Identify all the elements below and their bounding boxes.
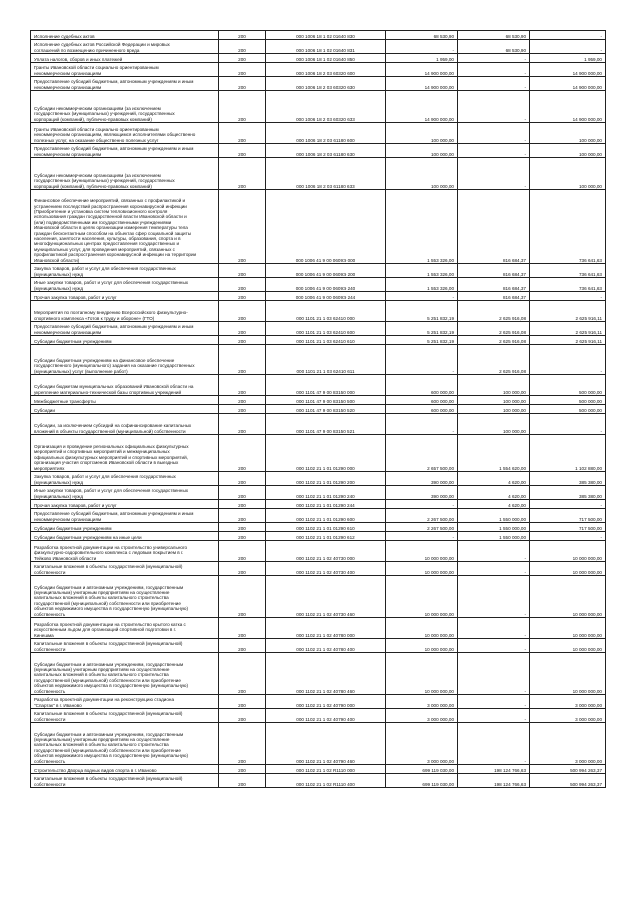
row-name-cell: Субсидии бюджетным и автономным учреждениям, государственным (муниципальным) унитарным предприятиям на осуществление капитальных вложений в объекты капитального строительства государственной (муниципальной) собственности или приобретение объектов недвижимого имущества в государственную (муниципальную) собственность <box>31 576 219 618</box>
row-line-code-cell: 200 <box>219 618 266 639</box>
row-executed-cell: - <box>458 91 530 123</box>
row-line-code-cell: 200 <box>219 63 266 77</box>
row-name-cell: Предоставление субсидий бюджетным, автономным учреждениям и иным некоммерческим организациям <box>31 144 219 158</box>
row-unexecuted-cell: 1 959,00 <box>530 54 606 63</box>
row-executed-cell: - <box>458 144 530 158</box>
row-line-code-cell: 200 <box>219 472 266 486</box>
row-budget-code-cell: 000 1102 21 1 01 01290 612 <box>266 532 386 541</box>
row-line-code-cell: 200 <box>219 532 266 541</box>
row-name-cell: Гранты Ивановской области социально ориентированным некоммерческим организациям, являющимся исполнителями общественно полезных услуг, на оказание общественно полезных услуг <box>31 123 219 144</box>
row-budget-code-cell: 000 1102 21 1 01 01290 610 <box>266 523 386 532</box>
row-approved-cell: 699 119 030,00 <box>386 774 458 788</box>
row-name-cell: Капитальные вложения в объекты государственной (муниципальной) собственности <box>31 709 219 723</box>
row-budget-code-cell: 000 1102 21 1 02 40730 000 <box>266 541 386 562</box>
row-budget-code-cell: 000 1102 21 1 02 40730 400 <box>266 562 386 576</box>
row-line-code-cell: 200 <box>219 301 266 322</box>
row-line-code-cell: 200 <box>219 541 266 562</box>
row-budget-code-cell: 000 1101 21 1 03 62410 611 <box>266 345 386 375</box>
row-name-cell: Закупка товаров, работ и услуг для обеспечения государственных (муниципальных) нужд <box>31 264 219 278</box>
row-name-cell: Закупка товаров, работ и услуг для обеспечения государственных (муниципальных) нужд <box>31 472 219 486</box>
table-row <box>31 375 606 396</box>
row-unexecuted-cell: - <box>530 345 606 375</box>
row-line-code-cell: 200 <box>219 774 266 788</box>
row-line-code-cell: 200 <box>219 723 266 765</box>
row-approved-cell: 390 000,00 <box>386 472 458 486</box>
row-budget-code-cell: 000 1102 21 1 01 01290 244 <box>266 500 386 509</box>
row-name-cell: Уплата налогов, сборов и иных платежей <box>31 54 219 63</box>
row-unexecuted-cell: - <box>530 31 606 40</box>
row-executed-cell: - <box>458 541 530 562</box>
row-line-code-cell: 200 <box>219 709 266 723</box>
row-executed-cell: 4 620,00 <box>458 472 530 486</box>
row-line-code-cell: 200 <box>219 765 266 774</box>
table-row <box>31 709 606 723</box>
row-line-code-cell: 200 <box>219 292 266 301</box>
row-name-cell: Субсидии бюджетным учреждениям на финансовое обеспечение государственного (муниципального) задания на оказание государственных (муниципальных) услуг (выполнение работ) <box>31 345 219 375</box>
row-approved-cell: 600 000,00 <box>386 396 458 405</box>
row-executed-cell: - <box>458 709 530 723</box>
row-name-cell: Финансовое обеспечение мероприятий, связанных с профилактикой и устранением последствий распространения коронавирусной инфекции (Приобретение и установка систем тепловизионного контроля использования граждан государственной власти Ивановской области и (или) подведомственными им государственными учреждениями Ивановской области в целях организации измерения температуры тела граждан бесконтактным способом на объектах сфер социальной защиты населения, занятости населения, культуры, образования, спорта и в многофункциональных центрах предоставления государственных и муниципальных услуг, для проведения мероприятий, связанных с профилактикой распространения коронавирусной инфекции на территории Ивановской области) <box>31 190 219 264</box>
row-line-code-cell: 200 <box>219 31 266 40</box>
row-line-code-cell: 200 <box>219 123 266 144</box>
row-approved-cell: 1 959,00 <box>386 54 458 63</box>
row-name-cell: Субсидии <box>31 405 219 414</box>
row-line-code-cell: 200 <box>219 77 266 91</box>
row-line-code-cell: 200 <box>219 91 266 123</box>
row-name-cell: Субсидии бюджетам муниципальных образований Ивановской области на укрепление материально-технической базы спортивных учреждений <box>31 375 219 396</box>
row-executed-cell: 68 530,90 <box>458 40 530 54</box>
row-approved-cell: 1 553 326,00 <box>386 190 458 264</box>
row-executed-cell: - <box>458 77 530 91</box>
row-line-code-cell: 200 <box>219 486 266 500</box>
row-line-code-cell: 200 <box>219 576 266 618</box>
row-name-cell: Гранты Ивановской области социально ориентированным некоммерческим организациям <box>31 63 219 77</box>
row-executed-cell: 1 550 000,00 <box>458 532 530 541</box>
row-executed-cell: - <box>458 653 530 695</box>
row-executed-cell: 68 530,90 <box>458 31 530 40</box>
row-unexecuted-cell: 500 000,00 <box>530 375 606 396</box>
row-name-cell: Капитальные вложения в объекты государственной (муниципальной) собственности <box>31 562 219 576</box>
row-line-code-cell: 200 <box>219 509 266 523</box>
row-approved-cell: 2 267 500,00 <box>386 509 458 523</box>
table-row <box>31 77 606 91</box>
row-budget-code-cell: 000 1101 47 9 00 83150 000 <box>266 375 386 396</box>
row-executed-cell: 100 000,00 <box>458 396 530 405</box>
row-budget-code-cell: 000 1006 18 2 03 60320 633 <box>266 91 386 123</box>
row-budget-code-cell: 000 1102 21 1 02 40780 460 <box>266 653 386 695</box>
row-line-code-cell: 200 <box>219 562 266 576</box>
row-budget-code-cell: 000 1102 21 1 01 01290 240 <box>266 486 386 500</box>
row-name-cell: Предоставление субсидий бюджетным, автономным учреждениям и иным некоммерческим организациям <box>31 322 219 336</box>
row-unexecuted-cell: 3 000 000,00 <box>530 709 606 723</box>
row-name-cell: Субсидии бюджетным учреждениям <box>31 336 219 345</box>
row-line-code-cell: 200 <box>219 345 266 375</box>
row-approved-cell: - <box>386 500 458 509</box>
row-approved-cell: 10 000 000,00 <box>386 541 458 562</box>
row-budget-code-cell: 000 1102 21 1 01 01290 200 <box>266 472 386 486</box>
row-approved-cell: 14 900 000,00 <box>386 77 458 91</box>
row-budget-code-cell: 000 1006 41 9 00 0609Э 244 <box>266 292 386 301</box>
row-budget-code-cell: 000 1101 21 1 03 62410 600 <box>266 322 386 336</box>
row-executed-cell: 1 550 000,00 <box>458 509 530 523</box>
table-row <box>31 144 606 158</box>
row-budget-code-cell: 000 1006 18 2 03 61180 633 <box>266 158 386 190</box>
row-budget-code-cell: 000 1101 21 1 03 62410 610 <box>266 336 386 345</box>
row-name-cell: Субсидии бюджетным учреждениям на иные цели <box>31 532 219 541</box>
row-line-code-cell: 200 <box>219 396 266 405</box>
row-executed-cell: - <box>458 723 530 765</box>
row-budget-code-cell: 000 1101 47 9 00 83150 500 <box>266 396 386 405</box>
row-line-code-cell: 200 <box>219 435 266 472</box>
row-executed-cell: 816 684,37 <box>458 190 530 264</box>
row-approved-cell: 10 000 000,00 <box>386 618 458 639</box>
row-line-code-cell: 200 <box>219 336 266 345</box>
row-approved-cell: 10 000 000,00 <box>386 576 458 618</box>
row-budget-code-cell: 000 1006 18 1 02 01640 831 <box>266 40 386 54</box>
row-name-cell: Мероприятия по поэтапному внедрению Всероссийского физкультурно- спортивного комплекса «Готов к труду и обороне» (ГТО) <box>31 301 219 322</box>
table-row <box>31 40 606 54</box>
row-executed-cell: - <box>458 618 530 639</box>
table-row <box>31 54 606 63</box>
row-line-code-cell: 200 <box>219 278 266 292</box>
row-approved-cell: 600 000,00 <box>386 375 458 396</box>
row-budget-code-cell: 000 1102 21 1 02 40790 400 <box>266 709 386 723</box>
row-name-cell: Разработка проектной документации на строительство крытого катка с искусственным льдом для организаций спортивной подготовки в г. Кинешма <box>31 618 219 639</box>
row-unexecuted-cell: 500 000,00 <box>530 396 606 405</box>
row-executed-cell: 816 684,37 <box>458 264 530 278</box>
row-approved-cell: 2 657 500,00 <box>386 435 458 472</box>
row-approved-cell: 1 553 326,00 <box>386 278 458 292</box>
row-name-cell: Строительство Дворца водных видов спорта в г. Иваново <box>31 765 219 774</box>
row-executed-cell: 1 550 000,00 <box>458 523 530 532</box>
row-name-cell: Межбюджетные трансферты <box>31 396 219 405</box>
row-budget-code-cell: 000 1006 41 9 00 0609Э 240 <box>266 278 386 292</box>
table-row <box>31 190 606 264</box>
row-line-code-cell: 200 <box>219 322 266 336</box>
row-executed-cell: - <box>458 576 530 618</box>
row-unexecuted-cell: 2 625 916,11 <box>530 336 606 345</box>
row-budget-code-cell: 000 1006 18 2 03 60320 630 <box>266 77 386 91</box>
table-row <box>31 63 606 77</box>
row-unexecuted-cell: 385 380,00 <box>530 486 606 500</box>
row-line-code-cell: 200 <box>219 144 266 158</box>
row-approved-cell: 2 267 500,00 <box>386 523 458 532</box>
row-name-cell: Исполнение судебных актов Российской Федерации и мировых соглашений по возмещению причиненного вреда <box>31 40 219 54</box>
row-unexecuted-cell: 10 000 000,00 <box>530 562 606 576</box>
budget-execution-table <box>30 30 606 788</box>
row-approved-cell: - <box>386 345 458 375</box>
row-unexecuted-cell: 14 900 000,00 <box>530 91 606 123</box>
row-executed-cell: 816 684,37 <box>458 278 530 292</box>
row-unexecuted-cell: 10 000 000,00 <box>530 653 606 695</box>
row-approved-cell: 5 251 832,19 <box>386 301 458 322</box>
row-line-code-cell: 200 <box>219 500 266 509</box>
row-approved-cell: 390 000,00 <box>386 486 458 500</box>
table-row <box>31 695 606 709</box>
table-row <box>31 264 606 278</box>
row-executed-cell: 4 620,00 <box>458 500 530 509</box>
row-executed-cell: 2 625 916,08 <box>458 336 530 345</box>
table-row <box>31 472 606 486</box>
row-unexecuted-cell: 500 000,00 <box>530 405 606 414</box>
row-name-cell: Субсидии некоммерческим организациям (за исключением государственных (муниципальных) учреждений, государственных корпораций (компаний), публично-правовых компаний) <box>31 158 219 190</box>
table-row <box>31 532 606 541</box>
row-executed-cell: 2 625 916,08 <box>458 345 530 375</box>
row-unexecuted-cell: 10 000 000,00 <box>530 618 606 639</box>
row-unexecuted-cell: 100 000,00 <box>530 158 606 190</box>
row-approved-cell: 10 000 000,00 <box>386 653 458 695</box>
row-name-cell: Предоставление субсидий бюджетным, автономным учреждениям и иным некоммерческим организациям <box>31 77 219 91</box>
table-row <box>31 541 606 562</box>
row-unexecuted-cell: - <box>530 40 606 54</box>
row-approved-cell: 10 000 000,00 <box>386 639 458 653</box>
table-row <box>31 723 606 765</box>
row-name-cell: Субсидии бюджетным учреждениям <box>31 523 219 532</box>
table-row <box>31 123 606 144</box>
table-row <box>31 509 606 523</box>
table-row <box>31 500 606 509</box>
row-approved-cell: 600 000,00 <box>386 405 458 414</box>
row-unexecuted-cell: 500 994 263,37 <box>530 774 606 788</box>
row-unexecuted-cell: 2 625 916,11 <box>530 322 606 336</box>
row-budget-code-cell: 000 1006 18 2 03 61180 630 <box>266 144 386 158</box>
row-budget-code-cell: 000 1006 18 2 03 60320 600 <box>266 63 386 77</box>
row-name-cell: Предоставление субсидий бюджетным, автономным учреждениям и иным некоммерческим организациям <box>31 509 219 523</box>
row-unexecuted-cell: 10 000 000,00 <box>530 576 606 618</box>
row-approved-cell: 1 553 326,00 <box>386 264 458 278</box>
row-budget-code-cell: 000 1102 21 1 02 R1110 400 <box>266 774 386 788</box>
table-row <box>31 336 606 345</box>
row-unexecuted-cell: - <box>530 532 606 541</box>
row-executed-cell: - <box>458 63 530 77</box>
table-row <box>31 576 606 618</box>
row-executed-cell: 100 000,00 <box>458 405 530 414</box>
row-name-cell: Субсидии некоммерческим организациям (за исключением государственных (муниципальных) учреждений, государственных корпораций (компаний), публично-правовых компаний) <box>31 91 219 123</box>
row-name-cell: Иные закупки товаров, работ и услуг для обеспечения государственных (муниципальных) нужд <box>31 278 219 292</box>
row-budget-code-cell: 000 1102 21 1 01 01290 600 <box>266 509 386 523</box>
row-budget-code-cell: 000 1006 41 9 00 0609Э 200 <box>266 264 386 278</box>
table-row <box>31 653 606 695</box>
table-row <box>31 486 606 500</box>
row-executed-cell: 1 554 620,00 <box>458 435 530 472</box>
row-approved-cell: 699 119 030,00 <box>386 765 458 774</box>
table-row <box>31 345 606 375</box>
row-name-cell: Иные закупки товаров, работ и услуг для обеспечения государственных (муниципальных) нужд <box>31 486 219 500</box>
row-executed-cell: - <box>458 562 530 576</box>
row-budget-code-cell: 000 1101 47 9 00 83150 521 <box>266 414 386 435</box>
table-row <box>31 618 606 639</box>
row-budget-code-cell: 000 1102 21 1 02 40730 460 <box>266 576 386 618</box>
row-name-cell: Исполнение судебных актов <box>31 31 219 40</box>
row-approved-cell: 100 000,00 <box>386 144 458 158</box>
row-unexecuted-cell: - <box>530 414 606 435</box>
row-name-cell: Организация и проведение региональных официальных физкультурных мероприятий и спортивных мероприятий и межмуниципальных официальных физкультурных мероприятий и спортивных мероприятий, организация участия спортсменов Ивановской области в выездных мероприятиях <box>31 435 219 472</box>
row-approved-cell: - <box>386 414 458 435</box>
row-budget-code-cell: 000 1102 21 1 02 40790 460 <box>266 723 386 765</box>
row-executed-cell: 100 000,00 <box>458 375 530 396</box>
table-row <box>31 435 606 472</box>
row-executed-cell: - <box>458 54 530 63</box>
table-row <box>31 639 606 653</box>
row-unexecuted-cell: 100 000,00 <box>530 144 606 158</box>
table-row <box>31 523 606 532</box>
row-name-cell: Разработка проектной документации на реконструкцию стадиона "Спартак" в г. Иваново <box>31 695 219 709</box>
table-row <box>31 396 606 405</box>
row-unexecuted-cell: 1 102 880,00 <box>530 435 606 472</box>
row-approved-cell: 100 000,00 <box>386 123 458 144</box>
table-row <box>31 31 606 40</box>
row-approved-cell: 3 000 000,00 <box>386 723 458 765</box>
row-approved-cell: - <box>386 532 458 541</box>
row-executed-cell: - <box>458 123 530 144</box>
row-approved-cell: 100 000,00 <box>386 158 458 190</box>
row-line-code-cell: 200 <box>219 653 266 695</box>
row-unexecuted-cell: 10 000 000,00 <box>530 639 606 653</box>
row-executed-cell: 198 124 766,63 <box>458 765 530 774</box>
row-line-code-cell: 200 <box>219 405 266 414</box>
row-unexecuted-cell: 717 500,00 <box>530 523 606 532</box>
row-budget-code-cell: 000 1101 21 1 03 62410 000 <box>266 301 386 322</box>
row-name-cell: Разработка проектной документации на строительство универсального физкультурно-оздоровительного комплекса с ледовым покрытием в г. Тейково Ивановской области <box>31 541 219 562</box>
row-unexecuted-cell: 2 625 916,11 <box>530 301 606 322</box>
row-budget-code-cell: 000 1006 18 1 02 01640 830 <box>266 31 386 40</box>
table-row <box>31 158 606 190</box>
row-name-cell: Прочая закупка товаров, работ и услуг <box>31 500 219 509</box>
row-line-code-cell: 200 <box>219 639 266 653</box>
row-approved-cell: - <box>386 40 458 54</box>
row-budget-code-cell: 000 1102 21 1 02 40790 000 <box>266 695 386 709</box>
table-row <box>31 765 606 774</box>
row-approved-cell: 3 000 000,00 <box>386 709 458 723</box>
row-budget-code-cell: 000 1006 18 1 02 01640 850 <box>266 54 386 63</box>
row-line-code-cell: 200 <box>219 158 266 190</box>
row-line-code-cell: 200 <box>219 264 266 278</box>
row-unexecuted-cell: - <box>530 500 606 509</box>
row-unexecuted-cell: 10 000 000,00 <box>530 541 606 562</box>
row-line-code-cell: 200 <box>219 375 266 396</box>
row-unexecuted-cell: 736 641,63 <box>530 264 606 278</box>
budget-report-sheet <box>30 30 605 788</box>
row-executed-cell: 2 625 916,08 <box>458 322 530 336</box>
row-name-cell: Субсидии бюджетным и автономным учреждениям, государственным (муниципальным) унитарным предприятиям на осуществление капитальных вложений в объекты капитального строительства государственной (муниципальной) собственности или приобретение объектов недвижимого имущества в государственную (муниципальную) собственность <box>31 723 219 765</box>
table-body <box>31 31 606 788</box>
row-unexecuted-cell: 385 380,00 <box>530 472 606 486</box>
row-unexecuted-cell: 500 994 263,37 <box>530 765 606 774</box>
row-approved-cell: 68 530,90 <box>386 31 458 40</box>
row-line-code-cell: 200 <box>219 54 266 63</box>
row-approved-cell: 14 900 000,00 <box>386 63 458 77</box>
row-executed-cell: 198 124 766,63 <box>458 774 530 788</box>
table-row <box>31 414 606 435</box>
table-row <box>31 322 606 336</box>
row-unexecuted-cell: 14 900 000,00 <box>530 77 606 91</box>
row-name-cell: Прочая закупка товаров, работ и услуг <box>31 292 219 301</box>
row-line-code-cell: 200 <box>219 695 266 709</box>
row-approved-cell: 10 000 000,00 <box>386 562 458 576</box>
row-budget-code-cell: 000 1102 21 1 02 40780 000 <box>266 618 386 639</box>
table-row <box>31 301 606 322</box>
row-unexecuted-cell: - <box>530 292 606 301</box>
row-unexecuted-cell: 14 900 000,00 <box>530 63 606 77</box>
row-executed-cell: - <box>458 639 530 653</box>
row-name-cell: Субсидии бюджетным и автономным учреждениям, государственным (муниципальным) унитарным предприятиям на осуществление капитальных вложений в объекты капитального строительства государственной (муниципальной) собственности или приобретение объектов недвижимого имущества в государственную (муниципальную) собственность <box>31 653 219 695</box>
row-executed-cell: 4 620,00 <box>458 486 530 500</box>
table-row <box>31 292 606 301</box>
row-line-code-cell: 200 <box>219 414 266 435</box>
row-executed-cell: 100 000,00 <box>458 414 530 435</box>
row-unexecuted-cell: 3 000 000,00 <box>530 723 606 765</box>
row-name-cell: Субсидии, за исключением субсидий на софинансирование капитальных вложений в объекты государственной (муниципальной) собственности <box>31 414 219 435</box>
row-unexecuted-cell: 717 500,00 <box>530 509 606 523</box>
row-approved-cell: 5 251 832,19 <box>386 322 458 336</box>
row-executed-cell: 816 684,37 <box>458 292 530 301</box>
row-unexecuted-cell: 3 000 000,00 <box>530 695 606 709</box>
table-row <box>31 405 606 414</box>
row-executed-cell: - <box>458 158 530 190</box>
row-line-code-cell: 200 <box>219 40 266 54</box>
row-budget-code-cell: 000 1102 21 1 02 R1110 000 <box>266 765 386 774</box>
row-unexecuted-cell: 100 000,00 <box>530 123 606 144</box>
row-line-code-cell: 200 <box>219 190 266 264</box>
row-approved-cell: - <box>386 292 458 301</box>
table-row <box>31 278 606 292</box>
row-budget-code-cell: 000 1102 21 1 01 01290 000 <box>266 435 386 472</box>
table-row <box>31 91 606 123</box>
row-name-cell: Капитальные вложения в объекты государственной (муниципальной) собственности <box>31 774 219 788</box>
row-name-cell: Капитальные вложения в объекты государственной (муниципальной) собственности <box>31 639 219 653</box>
row-executed-cell: - <box>458 695 530 709</box>
table-row <box>31 774 606 788</box>
row-budget-code-cell: 000 1101 47 9 00 83150 520 <box>266 405 386 414</box>
row-budget-code-cell: 000 1006 18 2 03 61180 600 <box>266 123 386 144</box>
row-approved-cell: 14 900 000,00 <box>386 91 458 123</box>
row-unexecuted-cell: 736 641,63 <box>530 278 606 292</box>
row-executed-cell: 2 625 916,08 <box>458 301 530 322</box>
row-budget-code-cell: 000 1102 21 1 02 40780 400 <box>266 639 386 653</box>
row-unexecuted-cell: 736 641,63 <box>530 190 606 264</box>
row-line-code-cell: 200 <box>219 523 266 532</box>
row-approved-cell: 3 000 000,00 <box>386 695 458 709</box>
table-row <box>31 562 606 576</box>
row-approved-cell: 5 251 832,19 <box>386 336 458 345</box>
row-budget-code-cell: 000 1006 41 9 00 0609Э 000 <box>266 190 386 264</box>
